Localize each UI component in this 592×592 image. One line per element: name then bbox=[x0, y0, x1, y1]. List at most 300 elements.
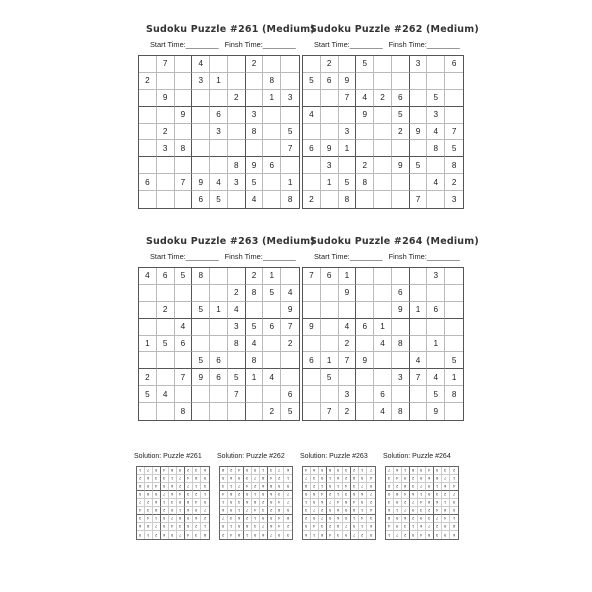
grid-cell: 3 bbox=[228, 319, 246, 336]
grid-cell: 2 bbox=[321, 56, 339, 73]
grid-cell bbox=[427, 285, 445, 302]
solution-digit: 9 bbox=[396, 524, 399, 529]
grid-cell: 4 bbox=[374, 336, 392, 353]
grid-cell bbox=[157, 319, 175, 336]
solution-digit: 9 bbox=[369, 484, 373, 489]
solution-digit: 4 bbox=[369, 476, 373, 481]
solution-digit: 6 bbox=[404, 516, 407, 521]
solution-digit: 4 bbox=[163, 468, 166, 473]
solution-cell bbox=[228, 499, 236, 507]
solution-digit: 3 bbox=[388, 476, 391, 481]
solution-digit: 7 bbox=[321, 516, 324, 521]
solution-cell bbox=[311, 475, 319, 483]
solution-digit: 5 bbox=[329, 484, 332, 489]
solution-cell bbox=[359, 491, 367, 499]
grid-cell: 5 bbox=[263, 285, 281, 302]
solution-cell bbox=[311, 491, 319, 499]
grid-cell bbox=[356, 369, 374, 386]
grid-cell bbox=[228, 124, 246, 141]
solution-digit: 3 bbox=[444, 468, 447, 473]
solution-digit: 4 bbox=[278, 516, 281, 521]
solution-cell bbox=[252, 467, 260, 475]
grid-cell: 9 bbox=[410, 124, 428, 141]
solution-digit: 6 bbox=[147, 476, 150, 481]
grid-cell bbox=[157, 285, 175, 302]
solution-digit: 1 bbox=[179, 508, 182, 513]
solution-cell bbox=[220, 499, 228, 507]
solution-cell bbox=[394, 531, 402, 539]
solution-cell bbox=[434, 523, 442, 531]
grid-cell: 6 bbox=[139, 174, 157, 191]
solution-cell bbox=[351, 515, 359, 523]
grid-cell: 4 bbox=[427, 369, 445, 386]
grid-cell: 8 bbox=[287, 195, 293, 205]
solution-digit: 8 bbox=[155, 508, 158, 513]
solution-digit: 2 bbox=[329, 492, 332, 497]
solution-digit: 8 bbox=[321, 532, 324, 538]
solution-digit: 6 bbox=[139, 524, 142, 529]
solution-cell bbox=[335, 531, 343, 539]
solution-cell bbox=[201, 467, 209, 475]
solution-digit: 3 bbox=[230, 516, 233, 521]
solution-digit: 2 bbox=[163, 508, 166, 513]
grid-cell bbox=[263, 107, 281, 124]
solution-digit: 5 bbox=[361, 476, 364, 481]
solution-cell bbox=[410, 491, 418, 499]
solution-cell bbox=[434, 499, 442, 507]
solution-digit: 1 bbox=[412, 524, 415, 529]
solution-cell bbox=[335, 499, 343, 507]
grid-cell: 5 bbox=[303, 73, 321, 90]
solution-cell bbox=[410, 515, 418, 523]
grid-cell bbox=[228, 107, 246, 124]
grid-cell: 6 bbox=[210, 352, 228, 369]
solution-cell bbox=[343, 515, 351, 523]
grid-cell: 4 bbox=[281, 285, 299, 302]
solution-digit: 9 bbox=[353, 524, 356, 529]
grid-cell bbox=[321, 90, 339, 107]
grid-cell: 6 bbox=[303, 352, 321, 369]
solution-digit: 2 bbox=[270, 508, 273, 513]
solution-cell bbox=[236, 507, 244, 515]
solution-cell bbox=[402, 523, 410, 531]
grid-cell bbox=[303, 157, 321, 174]
solution-digit: 7 bbox=[262, 524, 265, 529]
solution-digit: 5 bbox=[313, 500, 316, 505]
grid-cell bbox=[210, 386, 228, 403]
grid-cell: 4 bbox=[356, 90, 374, 107]
solution-digit: 2 bbox=[195, 524, 198, 529]
solution-cell bbox=[359, 475, 367, 483]
puzzle-title: Sudoku Puzzle #264 (Medium) bbox=[310, 236, 479, 247]
solution-digit: 9 bbox=[246, 492, 249, 497]
solution-cell bbox=[137, 499, 145, 507]
solution-digit: 3 bbox=[187, 492, 190, 497]
grid-cell bbox=[339, 56, 357, 73]
grid-cell bbox=[157, 174, 175, 191]
solution-cell bbox=[311, 483, 319, 491]
solution-cell bbox=[359, 467, 367, 475]
solution-digit: 4 bbox=[254, 508, 257, 513]
grid-cell: 1 bbox=[445, 369, 463, 386]
solution-digit: 6 bbox=[436, 500, 439, 505]
solution-digit: 9 bbox=[195, 508, 198, 513]
grid-cell: 2 bbox=[392, 124, 410, 141]
solution-cell bbox=[252, 507, 260, 515]
solution-digit: 8 bbox=[353, 476, 356, 481]
solution-cell bbox=[367, 467, 375, 475]
solution-cell bbox=[276, 467, 284, 475]
solution-digit: 2 bbox=[155, 532, 158, 538]
solution-cell bbox=[193, 515, 201, 523]
solution-cell bbox=[367, 499, 375, 507]
solution-cell bbox=[201, 499, 209, 507]
grid-cell: 3 bbox=[281, 90, 299, 107]
grid-cell: 2 bbox=[374, 90, 392, 107]
solution-digit: 2 bbox=[203, 516, 207, 521]
grid-cell: 2 bbox=[263, 403, 281, 420]
solution-digit: 7 bbox=[139, 500, 142, 505]
grid-cell: 4 bbox=[427, 124, 445, 141]
solution-cell bbox=[386, 523, 394, 531]
solution-digit: 9 bbox=[230, 508, 233, 513]
solution-cell bbox=[359, 531, 367, 539]
grid-cell bbox=[427, 352, 445, 369]
solution-digit: 9 bbox=[412, 508, 415, 513]
grid-cell: 8 bbox=[246, 124, 264, 141]
solution-cell bbox=[169, 499, 177, 507]
solution-digit: 4 bbox=[436, 508, 439, 513]
solution-cell bbox=[260, 507, 268, 515]
solution-cell bbox=[284, 491, 292, 499]
grid-cell bbox=[321, 107, 339, 124]
grid-cell bbox=[356, 285, 374, 302]
solution-cell bbox=[153, 491, 161, 499]
grid-cell: 5 bbox=[157, 336, 175, 353]
grid-cell: 2 bbox=[339, 403, 357, 420]
grid-cell bbox=[303, 56, 321, 73]
solution-digit: 1 bbox=[452, 476, 456, 481]
grid-cell: 6 bbox=[392, 285, 410, 302]
solution-digit: 9 bbox=[238, 476, 241, 481]
solution-digit: 3 bbox=[254, 524, 257, 529]
grid-cell bbox=[303, 369, 321, 386]
solution-cell bbox=[386, 531, 394, 539]
solution-cell bbox=[418, 531, 426, 539]
grid-cell: 4 bbox=[374, 403, 392, 420]
solution-title: Solution: Puzzle #261 bbox=[134, 453, 202, 460]
solution-digit: 2 bbox=[230, 468, 233, 473]
solution-digit: 3 bbox=[286, 532, 290, 538]
grid-cell: 2 bbox=[139, 73, 157, 90]
solution-cell bbox=[201, 523, 209, 531]
solution-cell bbox=[434, 491, 442, 499]
solution-cell bbox=[153, 507, 161, 515]
solution-cell bbox=[185, 499, 193, 507]
solution-digit: 5 bbox=[286, 508, 290, 513]
grid-cell bbox=[175, 56, 193, 73]
solution-digit: 6 bbox=[412, 492, 415, 497]
grid-cell: 6 bbox=[192, 191, 210, 208]
solution-digit: 1 bbox=[155, 516, 158, 521]
grid-cell bbox=[210, 140, 228, 157]
solution-cell bbox=[268, 483, 276, 491]
grid-cell bbox=[374, 107, 392, 124]
solution-cell bbox=[311, 523, 319, 531]
solution-cell bbox=[260, 475, 268, 483]
solution-digit: 4 bbox=[353, 500, 356, 505]
solution-cell bbox=[177, 483, 185, 491]
solution-cell bbox=[335, 491, 343, 499]
solution-cell bbox=[351, 491, 359, 499]
solution-digit: 9 bbox=[278, 532, 281, 538]
solution-cell bbox=[426, 515, 434, 523]
solution-cell bbox=[367, 515, 375, 523]
solution-cell bbox=[434, 475, 442, 483]
grid-cell bbox=[374, 174, 392, 191]
solution-cell bbox=[426, 475, 434, 483]
grid-cell: 6 bbox=[157, 268, 175, 285]
solution-cell bbox=[177, 467, 185, 475]
grid-cell: 5 bbox=[192, 302, 210, 319]
solution-digit: 2 bbox=[179, 484, 182, 489]
solution-digit: 1 bbox=[203, 492, 207, 497]
solution-digit: 1 bbox=[436, 484, 439, 489]
grid-cell bbox=[445, 107, 463, 124]
solution-digit: 9 bbox=[305, 492, 308, 497]
solution-digit: 7 bbox=[147, 468, 150, 473]
solution-cell bbox=[442, 475, 450, 483]
solution-cell bbox=[220, 467, 228, 475]
grid-cell: 9 bbox=[427, 403, 445, 420]
solution-digit: 9 bbox=[345, 508, 348, 513]
solution-cell bbox=[319, 507, 327, 515]
grid-cell: 8 bbox=[246, 285, 264, 302]
solution-cell bbox=[319, 483, 327, 491]
solution-digit: 6 bbox=[452, 532, 456, 538]
solution-digit: 1 bbox=[337, 484, 340, 489]
grid-cell bbox=[374, 302, 392, 319]
solution-digit: 6 bbox=[361, 492, 364, 497]
solution-cell bbox=[161, 499, 169, 507]
solution-digit: 6 bbox=[321, 500, 324, 505]
grid-cell: 2 bbox=[157, 124, 175, 141]
solution-cell bbox=[418, 499, 426, 507]
grid-cell: 3 bbox=[157, 140, 175, 157]
solution-cell bbox=[185, 507, 193, 515]
grid-cell: 8 bbox=[445, 386, 463, 403]
solution-cell bbox=[169, 483, 177, 491]
solution-grid bbox=[136, 466, 210, 540]
grid-cell bbox=[356, 302, 374, 319]
solution-cell bbox=[426, 499, 434, 507]
solution-digit: 3 bbox=[179, 524, 182, 529]
grid-cell: 4 bbox=[339, 319, 357, 336]
solution-cell bbox=[319, 523, 327, 531]
solution-title: Solution: Puzzle #264 bbox=[383, 453, 451, 460]
solution-cell bbox=[252, 483, 260, 491]
solution-digit: 9 bbox=[452, 500, 456, 505]
solution-digit: 1 bbox=[452, 516, 456, 521]
solution-cell bbox=[284, 483, 292, 491]
grid-cell: 4 bbox=[246, 336, 264, 353]
grid-cell bbox=[445, 319, 463, 336]
grid-cell bbox=[445, 90, 463, 107]
solution-cell bbox=[319, 515, 327, 523]
solution-cell bbox=[284, 507, 292, 515]
grid-cell bbox=[157, 73, 175, 90]
grid-cell: 9 bbox=[175, 107, 193, 124]
solution-cell bbox=[335, 483, 343, 491]
solution-cell bbox=[418, 483, 426, 491]
solution-cell bbox=[434, 515, 442, 523]
solution-digit: 5 bbox=[412, 532, 415, 538]
solution-cell bbox=[185, 491, 193, 499]
solution-digit: 5 bbox=[452, 508, 456, 513]
grid-cell bbox=[374, 191, 392, 208]
solution-digit: 9 bbox=[147, 484, 150, 489]
solution-cell bbox=[169, 467, 177, 475]
grid-cell: 5 bbox=[192, 352, 210, 369]
solution-cell bbox=[220, 507, 228, 515]
grid-cell: 3 bbox=[321, 157, 339, 174]
solution-digit: 3 bbox=[321, 524, 324, 529]
solution-digit: 8 bbox=[404, 484, 407, 489]
solution-digit: 2 bbox=[361, 532, 364, 538]
solution-digit: 4 bbox=[321, 492, 324, 497]
grid-cell: 8 bbox=[339, 191, 357, 208]
solution-digit: 6 bbox=[337, 516, 340, 521]
solution-digit: 2 bbox=[139, 476, 142, 481]
solution-digit: 4 bbox=[278, 524, 281, 529]
grid-cell bbox=[246, 403, 264, 420]
solution-cell bbox=[260, 499, 268, 507]
solution-cell bbox=[244, 467, 252, 475]
solution-cell bbox=[153, 515, 161, 523]
solution-cell bbox=[260, 467, 268, 475]
solution-digit: 8 bbox=[179, 516, 182, 521]
solution-digit: 3 bbox=[195, 468, 198, 473]
time-fields bbox=[314, 40, 460, 49]
grid-cell bbox=[175, 73, 193, 90]
solution-cell bbox=[169, 491, 177, 499]
solution-digit: 4 bbox=[155, 484, 158, 489]
solution-cell bbox=[386, 491, 394, 499]
solution-digit: 9 bbox=[388, 492, 391, 497]
solution-digit: 5 bbox=[270, 516, 273, 521]
solution-digit: 6 bbox=[388, 508, 391, 513]
grid-cell: 7 bbox=[157, 56, 175, 73]
solution-cell bbox=[161, 515, 169, 523]
solution-digit: 3 bbox=[147, 508, 150, 513]
solution-digit: 2 bbox=[404, 532, 407, 538]
grid-cell bbox=[410, 140, 428, 157]
solution-digit: 7 bbox=[345, 524, 348, 529]
solution-digit: 1 bbox=[361, 508, 364, 513]
solution-cell bbox=[351, 523, 359, 531]
solution-cell bbox=[410, 467, 418, 475]
solution-digit: 4 bbox=[246, 484, 249, 489]
solution-cell bbox=[426, 523, 434, 531]
solution-digit: 1 bbox=[361, 524, 364, 529]
solution-digit: 4 bbox=[238, 468, 241, 473]
solution-digit: 1 bbox=[361, 468, 364, 473]
grid-cell bbox=[210, 56, 228, 73]
solution-digit: 3 bbox=[404, 524, 407, 529]
grid-cell bbox=[246, 90, 264, 107]
grid-cell: 4 bbox=[410, 352, 428, 369]
solution-cell bbox=[327, 515, 335, 523]
grid-cell: 9 bbox=[192, 369, 210, 386]
solution-cell bbox=[359, 515, 367, 523]
solution-cell bbox=[394, 523, 402, 531]
solution-digit: 9 bbox=[179, 500, 182, 505]
solution-digit: 2 bbox=[345, 476, 348, 481]
solution-cell bbox=[244, 531, 252, 539]
solution-cell bbox=[394, 507, 402, 515]
solution-digit: 7 bbox=[278, 468, 281, 473]
grid-cell bbox=[356, 268, 374, 285]
grid-cell: 3 bbox=[246, 107, 264, 124]
grid-cell: 5 bbox=[228, 369, 246, 386]
start-time-label: Start Time:________ bbox=[314, 40, 383, 49]
solution-digit: 9 bbox=[222, 524, 225, 529]
solution-digit: 6 bbox=[270, 492, 273, 497]
start-time-label: Start Time:________ bbox=[150, 252, 219, 261]
solution-digit: 5 bbox=[436, 468, 439, 473]
solution-cell bbox=[193, 531, 201, 539]
solution-cell bbox=[434, 467, 442, 475]
grid-cell bbox=[139, 403, 157, 420]
solution-digit: 3 bbox=[313, 476, 316, 481]
grid-cell: 6 bbox=[392, 90, 410, 107]
solution-digit: 7 bbox=[412, 500, 415, 505]
solution-cell bbox=[327, 499, 335, 507]
solution-digit: 9 bbox=[262, 516, 265, 521]
grid-cell bbox=[192, 157, 210, 174]
grid-cell bbox=[192, 403, 210, 420]
solution-cell bbox=[161, 491, 169, 499]
solution-cell bbox=[220, 531, 228, 539]
grid-cell bbox=[410, 403, 428, 420]
grid-cell: 9 bbox=[246, 157, 264, 174]
solution-cell bbox=[450, 475, 458, 483]
solution-cell bbox=[442, 523, 450, 531]
grid-cell bbox=[410, 285, 428, 302]
solution-cell bbox=[450, 515, 458, 523]
solution-digit: 9 bbox=[329, 516, 332, 521]
grid-cell bbox=[303, 302, 321, 319]
grid-cell: 6 bbox=[281, 386, 299, 403]
grid-cell: 5 bbox=[392, 107, 410, 124]
grid-cell: 2 bbox=[246, 268, 264, 285]
grid-cell bbox=[427, 73, 445, 90]
solution-digit: 7 bbox=[286, 492, 290, 497]
solution-digit: 1 bbox=[238, 508, 241, 513]
grid-cell bbox=[392, 174, 410, 191]
grid-cell bbox=[263, 191, 281, 208]
solution-digit: 6 bbox=[230, 476, 233, 481]
grid-cell bbox=[392, 268, 410, 285]
solution-digit: 5 bbox=[420, 476, 423, 481]
solution-cell bbox=[244, 491, 252, 499]
solution-cell bbox=[343, 483, 351, 491]
grid-cell bbox=[339, 157, 357, 174]
solution-cell bbox=[177, 491, 185, 499]
solution-digit: 8 bbox=[147, 492, 150, 497]
grid-cell bbox=[157, 352, 175, 369]
grid-cell: 9 bbox=[192, 174, 210, 191]
